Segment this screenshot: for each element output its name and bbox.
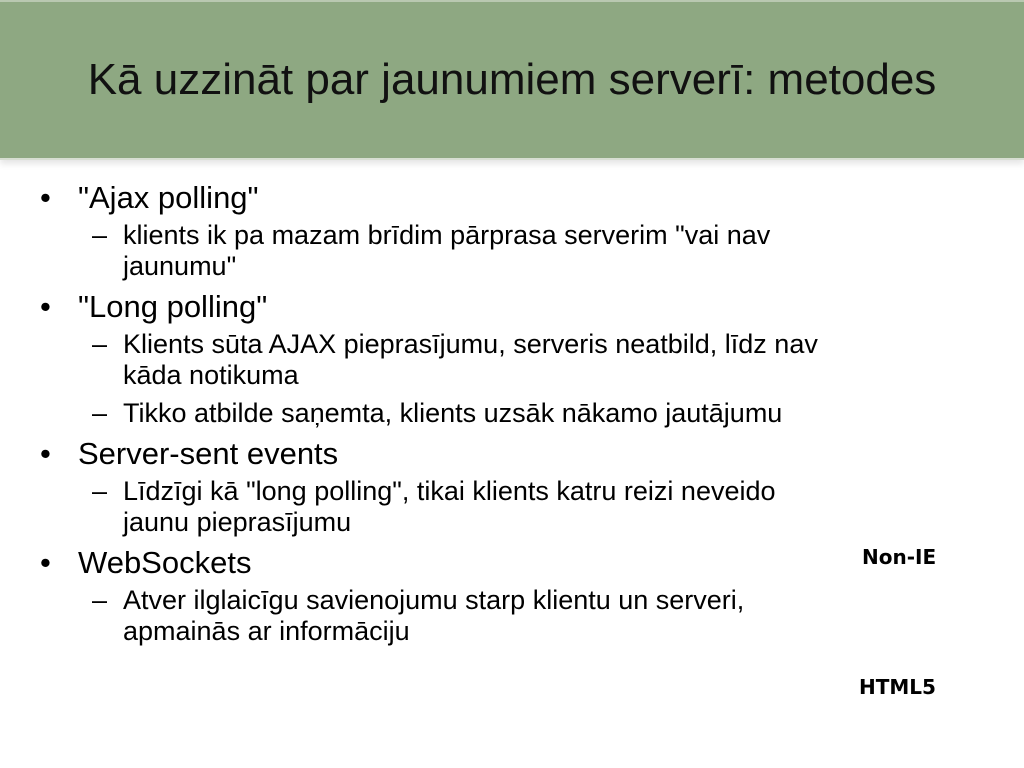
sub-item-text: Līdzīgi kā "long polling", tikai klients katru reizi neveido jaunu pieprasījumu — [123, 476, 776, 537]
sub-item — [40, 476, 830, 538]
html5-badge: HTML5 — [859, 675, 936, 699]
dash-icon: – — [92, 329, 108, 359]
sub-item-text: Atver ilglaicīgu savienojumu starp klientu un serveri, apmainās ar informāciju — [123, 585, 745, 646]
bullet-item-server-sent-events — [40, 436, 830, 472]
bullet-icon: • — [40, 436, 51, 471]
dash-icon: – — [92, 398, 108, 428]
bullet-item-long-polling — [40, 289, 830, 325]
bullet-label: WebSockets — [78, 545, 252, 580]
dash-icon: – — [92, 585, 108, 615]
bullet-icon: • — [40, 289, 51, 324]
dash-icon: – — [92, 476, 108, 506]
sub-item-text: Tikko atbilde saņemta, klients uzsāk nākamo jautājumu — [123, 398, 783, 428]
bullet-list — [40, 180, 830, 654]
bullet-label: "Ajax polling" — [78, 180, 259, 215]
sub-item — [40, 398, 830, 429]
bullet-label: Server-sent events — [78, 436, 339, 471]
sub-item — [40, 585, 830, 647]
title-bar — [0, 0, 1024, 160]
sub-item-text: Klients sūta AJAX pieprasījumu, serveris neatbild, līdz nav kāda notikuma — [123, 329, 818, 390]
bullet-icon: • — [40, 180, 51, 215]
sub-item — [40, 329, 830, 391]
sub-item-text: klients ik pa mazam brīdim pārprasa serverim "vai nav jaunumu" — [123, 220, 771, 281]
slide-title: Kā uzzināt par jaunumiem serverī: metodes — [87, 55, 937, 104]
bullet-item-websockets — [40, 545, 830, 581]
non-ie-badge: Non-IE — [862, 545, 937, 569]
bullet-label: "Long polling" — [78, 289, 268, 324]
sub-item — [40, 220, 830, 282]
dash-icon: – — [92, 220, 108, 250]
bullet-item-ajax-polling — [40, 180, 830, 216]
bullet-icon: • — [40, 545, 51, 580]
